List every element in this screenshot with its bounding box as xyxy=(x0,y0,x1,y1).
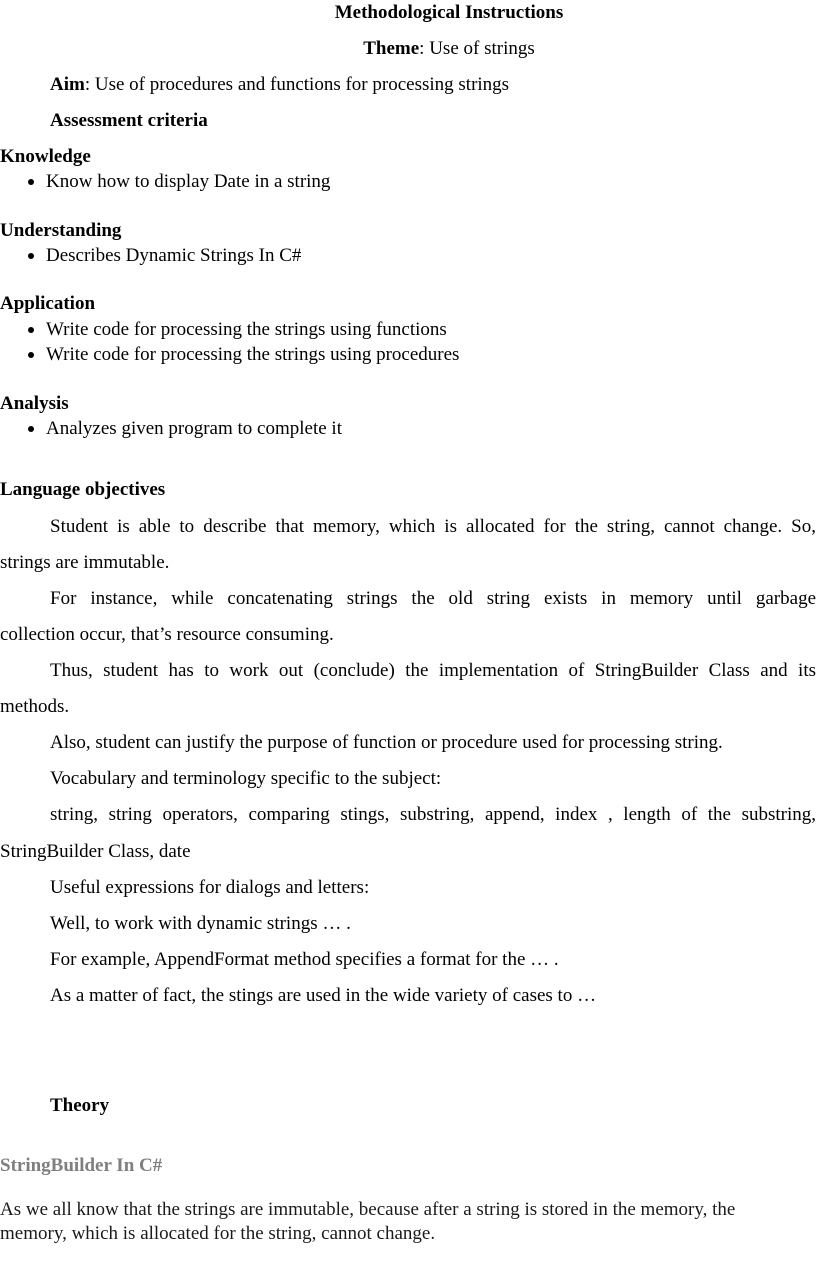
paragraph-line: Also, student can justify the purpose of function or procedure used for processing string. xyxy=(50,732,723,753)
paragraph-line: Well, to work with dynamic strings … . xyxy=(50,913,351,934)
bullet-icon xyxy=(28,352,34,358)
list-item-text: Describes Dynamic Strings In C# xyxy=(46,245,302,266)
paragraph-line: Thus, student has to work out (conclude) the implementation of StringBuilder Class and its xyxy=(50,660,816,681)
aim-line xyxy=(50,73,509,97)
paragraph-line: Useful expressions for dialogs and letters: xyxy=(50,877,370,898)
list-item-text: Know how to display Date in a string xyxy=(46,171,331,192)
theme-label: Theme xyxy=(363,38,420,59)
application-heading: Application xyxy=(0,293,96,314)
paragraph-line: string, string operators, comparing stings, substring, append, index , length of the substring, xyxy=(50,804,816,825)
bullet-icon xyxy=(28,179,34,185)
paragraph-line: collection occur, that’s resource consuming. xyxy=(0,624,334,645)
theory-subheading: StringBuilder In C# xyxy=(0,1155,163,1176)
paragraph-line: Vocabulary and terminology specific to the subject: xyxy=(50,768,442,789)
theme-value: : Use of strings xyxy=(419,38,535,59)
paragraph-line: For example, AppendFormat method specifies a format for the … . xyxy=(50,949,559,970)
aim-value: : Use of procedures and functions for processing strings xyxy=(84,74,510,95)
analysis-heading: Analysis xyxy=(0,393,69,414)
theme-line xyxy=(0,37,816,61)
list-item xyxy=(28,417,342,441)
paragraph-line: Student is able to describe that memory, which is allocated for the string, cannot change. So, xyxy=(50,516,816,537)
aim-label: Aim xyxy=(50,74,85,95)
bullet-icon xyxy=(28,253,34,259)
theory-body-line: As we all know that the strings are immutable, because after a string is stored in the memory, the xyxy=(0,1199,736,1220)
knowledge-heading: Knowledge xyxy=(0,146,91,167)
paragraph-line: StringBuilder Class, date xyxy=(0,841,191,862)
paragraph-line: As a matter of fact, the stings are used in the wide variety of cases to … xyxy=(50,985,597,1006)
paragraph-line: For instance, while concatenating strings the old string exists in memory until garbage xyxy=(50,588,816,609)
list-item-text: Analyzes given program to complete it xyxy=(46,418,342,439)
list-item xyxy=(28,318,447,342)
assessment-heading: Assessment criteria xyxy=(50,110,208,131)
bullet-icon xyxy=(28,426,34,432)
language-objectives-heading: Language objectives xyxy=(0,479,166,500)
list-item-text: Write code for processing the strings using functions xyxy=(46,319,447,340)
understanding-heading: Understanding xyxy=(0,220,122,241)
list-item xyxy=(28,244,301,268)
page-title: Methodological Instructions xyxy=(334,2,564,23)
paragraph-line: methods. xyxy=(0,696,70,717)
theory-body-line: memory, which is allocated for the string, cannot change. xyxy=(0,1223,436,1244)
list-item xyxy=(28,343,459,367)
paragraph-line: strings are immutable. xyxy=(0,552,170,573)
theory-heading: Theory xyxy=(50,1095,110,1116)
list-item-text: Write code for processing the strings using procedures xyxy=(46,344,460,365)
bullet-icon xyxy=(28,327,34,333)
list-item xyxy=(28,170,330,194)
